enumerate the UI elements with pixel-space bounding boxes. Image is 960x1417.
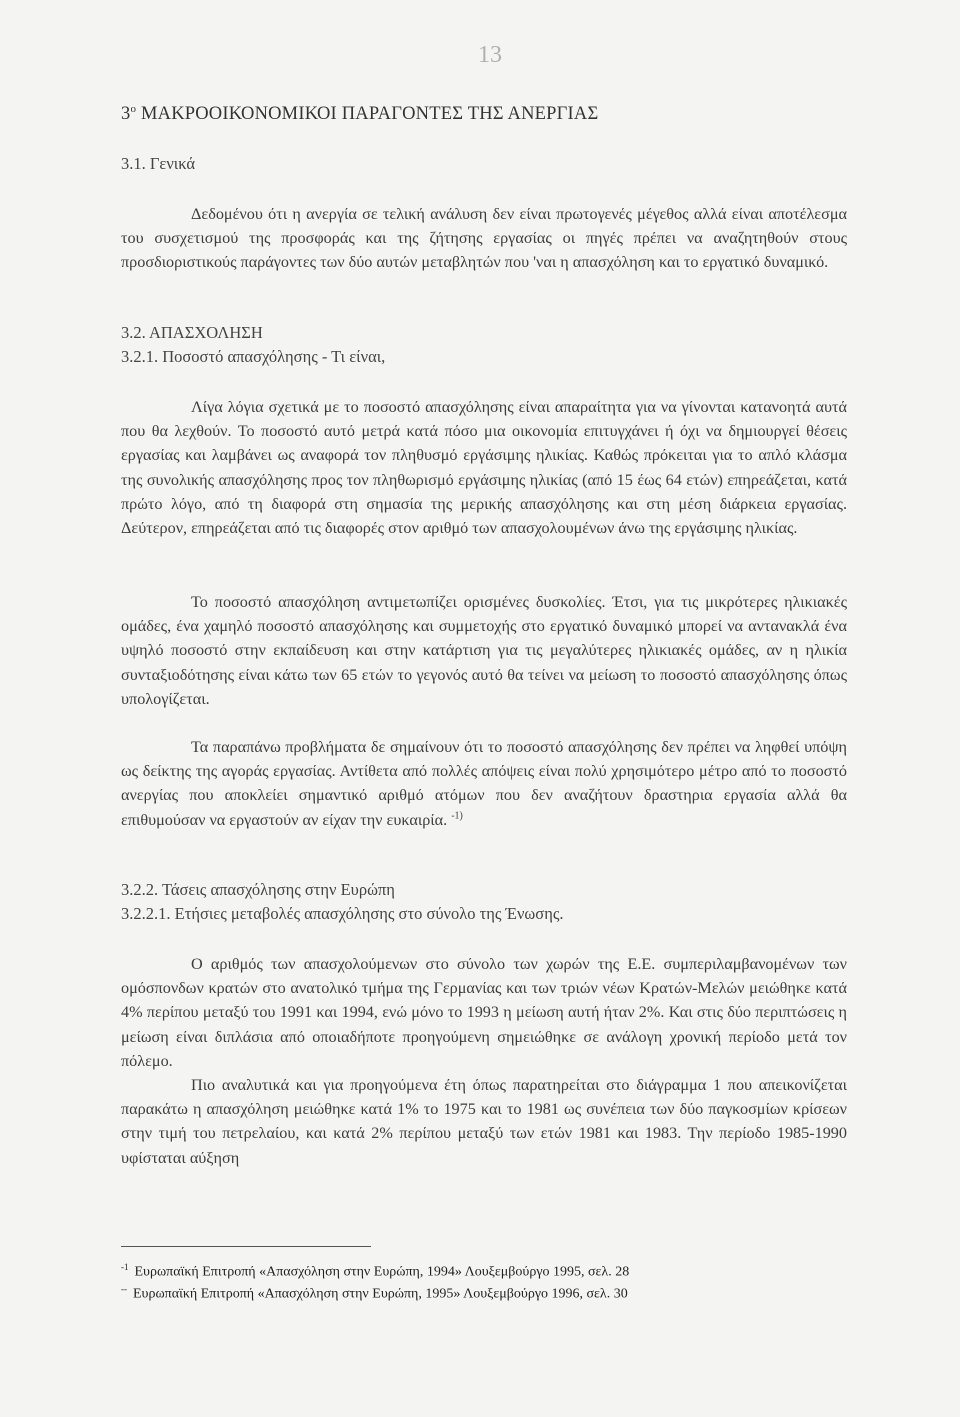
footnote-text: Ευρωπαϊκή Επιτροπή «Απασχόληση στην Ευρώπη, 1994» Λουξεμβούργο 1995, σελ. 28 <box>134 1264 630 1280</box>
heading-3-2-2: 3.2.2. Τάσεις απασχόλησης στην Ευρώπη <box>121 880 395 899</box>
footnote-2 <box>121 1284 628 1303</box>
footnote-divider <box>121 1246 371 1247</box>
footnote-mark: -- <box>121 1284 127 1294</box>
paragraph-intro: Δεδομένου ότι η ανεργία σε τελική ανάλυση δεν είναι πρωτογενές μέγεθος αλλά είναι αποτέλεσμα του συσχετισμού της προσφοράς και της ζήτησης εργασίας οι πηγές πρέπει να αναζητηθούν στους προσδιοριστικούς παράγοντες των δύο αυτών μεταβλητών που 'ναι η απασχόληση και το εργατικό δυναμικό. <box>121 205 847 272</box>
page-number: 13 <box>478 42 502 68</box>
footnote-text: Ευρωπαϊκή Επιτροπή «Απασχόληση στην Ευρώπη, 1995» Λουξεμβούργο 1996, σελ. 30 <box>133 1286 628 1302</box>
chapter-title-text: ΜΑΚΡΟΟΙΚΟΝΟΜΙΚΟΙ ΠΑΡΑΓΟΝΤΕΣ ΤΗΣ ΑΝΕΡΓΙΑΣ <box>136 104 599 125</box>
paragraph-analysis: Πιο αναλυτικά και για προηγούμενα έτη όπως παρατηρείται στο διάγραμμα 1 που απεικονίζεται παρακάτω η απασχόληση μειώθηκε κατά 1% το 1975 και το 1981 ως συνέπεια των δύο παγκοσμίων κρίσεων στην τιμή του πετρελαίου, και κατά 2% περίπου μεταξύ των ετών 1981 και 1983. Την περίοδο 1985-1990 υφίσταται αύξηση <box>121 1076 847 1167</box>
paragraph-indicator-text: Τα παραπάνω προβλήματα δε σημαίνουν ότι το ποσοστό απασχόλησης δεν πρέπει να ληφθεί υπόψη ως δείκτης της αγοράς εργασίας. Αντίθετα από πολλές απόψεις είναι πολύ χρησιμότερο μέτρο από το ποσοστό ανεργίας που αποκλείει σημαντικό αριθμό ατόμων που δεν αναζήτουν δραστηρια εργασία αλλά θα επιθυμούσαν να εργαστούν αν είχαν την ευκαιρία. <box>121 738 847 829</box>
footnote-mark: -1 <box>121 1262 129 1272</box>
paragraph-indicator <box>121 735 847 832</box>
heading-3-2: 3.2. ΑΠΑΣΧΟΛΗΣΗ <box>121 323 263 342</box>
chapter-number: 3 <box>121 104 131 125</box>
paragraph-employee-count: Ο αριθμός των απασχολούμενων στο σύνολο των χωρών της Ε.Ε. συμπεριλαμβανομένων των ομόσπονδων κρατών στο ανατολικό τμήμα της Γερμανίας και των τριών νέων Κρατών-Μελών μειώθηκε κατά 4% περίπου μεταξύ του 1991 και 1994, ενώ μόνο το 1993 η μείωση αυτή ήταν 2%. Και στις δύο περιπτώσεις η μείωση είναι διπλάσια από οποιαδήποτε προηγούμενη σημειώθηκε σε ανάλογη χρονική περίοδο μετά τον πόλεμο. <box>121 955 847 1070</box>
footnote-reference: -1) <box>451 810 463 822</box>
paragraph-difficulties: Το ποσοστό απασχόληση αντιμετωπίζει ορισμένες δυσκολίες. Έτσι, για τις μικρότερες ηλικιακές ομάδες, ένα χαμηλό ποσοστό απασχόλησης και συμμετοχής στο εργατικό δυναμικό μπορεί να αντανακλά ένα υψηλό ποσοστό στην εκπαίδευση και στην κατάρτιση για τις μεγαλύτερες ηλικιακές ομάδες, αν η ηλικία συνταξιοδότησης είναι κάτω των 65 ετών το γεγονός αυτό θα τείνει να μείωση το ποσοστό απασχόλησης όπως υπολογίζεται. <box>121 593 847 708</box>
heading-3-2-1: 3.2.1. Ποσοστό απασχόλησης - Τι είναι, <box>121 347 386 366</box>
chapter-title <box>121 103 598 125</box>
chapter-ordinal: ο <box>130 103 137 115</box>
footnote-1 <box>121 1262 629 1281</box>
heading-3-2-2-1: 3.2.2.1. Ετήσιες μεταβολές απασχόλησης στο σύνολο της Ένωσης. <box>121 904 564 923</box>
heading-3-1: 3.1. Γενικά <box>121 154 196 173</box>
paragraph-employment-rate: Λίγα λόγια σχετικά με το ποσοστό απασχόλησης είναι απαραίτητα για να γίνονται κατανοητά αυτά που θα λεχθούν. Το ποσοστό αυτό μετρά κατά πόσο μια οικονομία επιτυγχάνει ή όχι να δημιουργεί θέσεις εργασίας και λαμβάνει ως αναφορά τον πληθυσμό εργάσιμης ηλικίας. Καθώς πρόκειται για το απλό κλάσμα της συνολικής απασχόλησης προς τον πληθωρισμό εργάσιμης ηλικίας (από 15 έως 64 ετών) επηρεάζεται, κατά πρώτο λόγο, από τη διαφορά στη σημασία της μερικής απασχόλησης και στη μέση διάρκεια εργασίας. Δεύτερον, επηρεάζεται από τις διαφορές στον αριθμό των απασχολουμένων άνω της εργάσιμης ηλικίας. <box>121 398 847 538</box>
